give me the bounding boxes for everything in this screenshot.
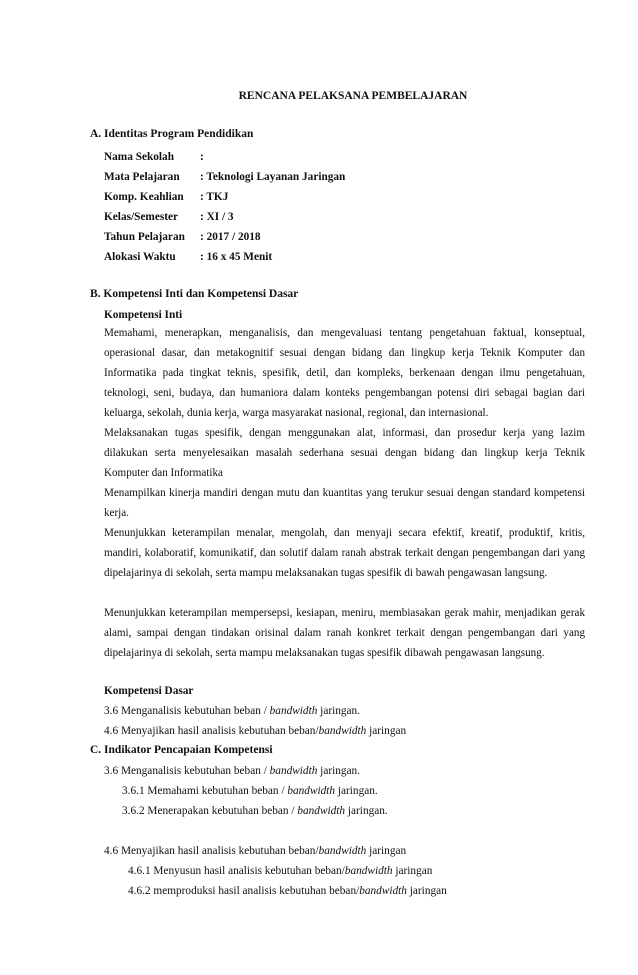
identity-value: :: [200, 151, 204, 163]
ki-paragraph: Menunjukkan keterampilan menalar, mengolah, dan menyaji secara efektif, kreatif, produktif, kritis, mandiri, kolaboratif, komunikatif, dan solutif dalam ranah abstrak terkait dengan pengembangan dari yang dipelajarinya di sekolah, serta mampu melaksanakan tugas spesifik di bawah pengawasan langsung.: [104, 527, 585, 579]
identity-label: Komp. Keahlian: [104, 191, 184, 203]
ki-paragraph: Menampilkan kinerja mandiri dengan mutu dan kuantitas yang terukur sesuai dengan standard kompetensi kerja.: [104, 487, 585, 519]
document-title: RENCANA PELAKSANA PEMBELAJARAN: [238, 90, 468, 102]
section-b-heading: B. Kompetensi Inti dan Kompetensi Dasar: [90, 288, 299, 300]
identity-label: Nama Sekolah: [104, 151, 174, 163]
identity-label: Mata Pelajaran: [104, 171, 180, 183]
identity-value: : XI / 3: [200, 211, 234, 223]
identity-label: Alokasi Waktu: [104, 251, 176, 263]
section-c-heading: C. Indikator Pencapaian Kompetensi: [90, 744, 273, 756]
ki-heading: Kompetensi Inti: [104, 309, 183, 321]
indicator-subitem: 3.6.1 Memahami kebutuhan beban / bandwidth jaringan.: [122, 785, 378, 797]
identity-label: Kelas/Semester: [104, 211, 179, 223]
identity-value: : TKJ: [200, 191, 229, 203]
kd-item: 4.6 Menyajikan hasil analisis kebutuhan beban/bandwidth jaringan: [104, 725, 407, 737]
identity-label: Tahun Pelajaran: [104, 231, 185, 243]
indicator-item: 4.6 Menyajikan hasil analisis kebutuhan beban/bandwidth jaringan: [104, 845, 407, 857]
ki-paragraph: Memahami, menerapkan, menganalisis, dan mengevaluasi tentang pengetahuan faktual, konseptual, operasional dasar, dan metakognitif sesuai dengan bidang dan lingkup kerja Teknik Komputer dan Informatika pada tingkat teknis, spesifik, detil, dan kompleks, berkenaan dengan ilmu pengetahuan, teknologi, seni, budaya, dan humaniora dalam konteks pengembangan potensi diri sebagai bagian dari keluarga, sekolah, dunia kerja, warga masyarakat nasional, regional, dan internasional.: [104, 327, 585, 419]
indicator-item: 3.6 Menganalisis kebutuhan beban / bandwidth jaringan.: [104, 765, 361, 777]
ki-paragraph: Melaksanakan tugas spesifik, dengan menggunakan alat, informasi, dan prosedur kerja yang lazim dilakukan serta menyelesaikan masalah sederhana sesuai dengan bidang dan lingkup kerja Teknik Komputer dan Informatika: [104, 427, 585, 479]
identity-value: : Teknologi Layanan Jaringan: [200, 171, 346, 183]
indicator-subitem: 4.6.2 memproduksi hasil analisis kebutuhan beban/bandwidth jaringan: [128, 885, 447, 897]
kd-item: 3.6 Menganalisis kebutuhan beban / bandwidth jaringan.: [104, 705, 361, 717]
indicator-subitem: 4.6.1 Menyusun hasil analisis kebutuhan beban/bandwidth jaringan: [128, 865, 433, 877]
kd-heading: Kompetensi Dasar: [104, 685, 194, 697]
identity-value: : 16 x 45 Menit: [200, 251, 273, 263]
identity-value: : 2017 / 2018: [200, 231, 261, 243]
indicator-subitem: 3.6.2 Menerapakan kebutuhan beban / bandwidth jaringan.: [122, 805, 388, 817]
ki-paragraph: Menunjukkan keterampilan mempersepsi, kesiapan, meniru, membiasakan gerak mahir, menjadikan gerak alami, sampai dengan tindakan orisinal dalam ranah konkret terkait dengan pengembangan dari yang dipelajarinya di sekolah, serta mampu melaksanakan tugas spesifik dibawah pengawasan langsung.: [104, 607, 585, 659]
section-a-heading: A. Identitas Program Pendidikan: [90, 128, 254, 140]
